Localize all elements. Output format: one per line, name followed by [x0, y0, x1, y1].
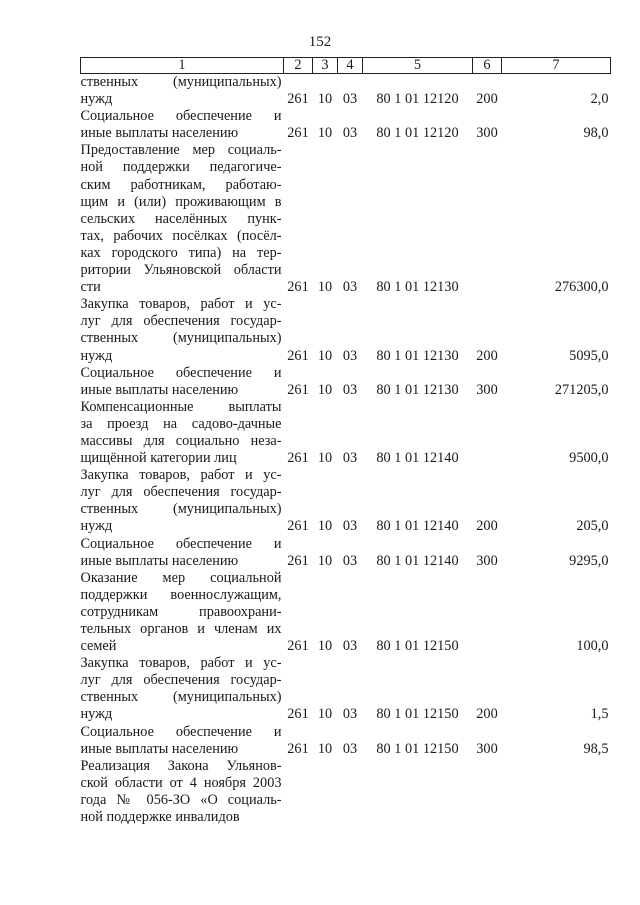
row-name-line: года № 056-ЗО «О социаль- [80, 791, 282, 808]
row-name-line: луг для обеспечения государ- [80, 672, 282, 689]
cell-target-item-code [363, 758, 473, 826]
cell-section-code: 10 [317, 638, 333, 655]
row-name-line: Социальное обеспечение и [80, 108, 282, 125]
row-name-line: семей [80, 638, 117, 655]
cell-amount: 98,5 [583, 740, 609, 757]
row-name [81, 296, 284, 364]
cell-expense-type-code: 300 [476, 125, 498, 142]
row-name-line: сти [80, 279, 101, 296]
table-row [81, 74, 611, 109]
cell-amount: 276300,0 [554, 279, 609, 296]
cell-ministry-code: 261 [287, 740, 309, 757]
table-row [81, 570, 611, 655]
cell-amount: 2,0 [590, 91, 609, 108]
row-name [81, 108, 284, 142]
row-name-line: Закупка товаров, работ и ус- [80, 467, 282, 484]
table-row [81, 108, 611, 142]
row-name-line: Реализация Закона Ульянов- [80, 757, 282, 774]
row-name [81, 74, 284, 109]
row-name-line: ной поддержки педагогиче- [80, 159, 282, 176]
row-name-line: ритории Ульяновской области [80, 262, 282, 279]
cell-ministry-code: 261 [287, 450, 309, 467]
cell-ministry-code [284, 758, 313, 826]
row-name [81, 536, 284, 570]
table-row [81, 536, 611, 570]
row-name-line: тельных органов и членам их [80, 621, 282, 637]
cell-expense-type-code [473, 399, 502, 467]
row-name-line: Социальное обеспечение и [80, 364, 282, 381]
row-name-line: ским работникам, работаю- [80, 176, 282, 193]
cell-section-code [313, 758, 338, 826]
cell-target-item-code: 80 1 01 12140 [376, 518, 459, 535]
cell-amount: 9500,0 [569, 450, 609, 467]
cell-target-item-code: 80 1 01 12150 [376, 740, 459, 757]
row-name-line: сельских населённых пунк- [80, 210, 282, 227]
row-name-line: ственных (муниципальных) [80, 330, 282, 347]
table-row [81, 296, 611, 364]
column-header-4: 4 [338, 58, 363, 74]
cell-section-code: 10 [317, 740, 333, 757]
row-name-line: Закупка товаров, работ и ус- [80, 655, 282, 672]
column-header-5: 5 [363, 58, 473, 74]
cell-amount [502, 758, 611, 826]
cell-expense-type-code: 200 [476, 91, 498, 108]
cell-expense-type-code [473, 142, 502, 296]
cell-ministry-code: 261 [287, 518, 309, 535]
cell-ministry-code: 261 [287, 552, 309, 569]
row-name-line: Компенсационные выплаты [80, 398, 282, 415]
row-name-line: нужд [80, 91, 113, 108]
cell-amount: 100,0 [576, 638, 609, 655]
cell-subsection-code: 03 [342, 638, 358, 655]
page-number: 152 [308, 34, 332, 50]
cell-target-item-code: 80 1 01 12140 [376, 552, 459, 569]
row-name-line: нужд [80, 706, 113, 723]
row-name-line: ках городского типа) на тер- [80, 244, 282, 261]
cell-amount: 98,0 [583, 125, 609, 142]
cell-target-item-code: 80 1 01 12130 [376, 347, 459, 364]
cell-target-item-code: 80 1 01 12130 [376, 279, 459, 296]
row-name-line: сотрудникам правоохрани- [80, 603, 282, 620]
column-header-2: 2 [284, 58, 313, 74]
cell-section-code: 10 [317, 518, 333, 535]
column-header-3: 3 [313, 58, 338, 74]
cell-section-code: 10 [317, 450, 333, 467]
cell-target-item-code: 80 1 01 12150 [376, 638, 459, 655]
table-row [81, 758, 611, 826]
row-name-line: луг для обеспечения государ- [80, 313, 282, 330]
cell-subsection-code: 03 [342, 125, 358, 142]
cell-subsection-code: 03 [342, 552, 358, 569]
cell-ministry-code: 261 [287, 381, 309, 398]
column-header-7: 7 [502, 58, 611, 74]
row-name-line: иные выплаты населению [80, 740, 239, 757]
row-name-line: щим и (или) проживающим в [80, 193, 282, 210]
table-row [81, 724, 611, 758]
cell-amount: 1,5 [590, 706, 609, 723]
row-name [81, 724, 284, 758]
cell-section-code: 10 [317, 552, 333, 569]
row-name [81, 570, 284, 655]
cell-amount: 271205,0 [554, 381, 609, 398]
cell-subsection-code: 03 [342, 740, 358, 757]
row-name [81, 655, 284, 723]
cell-target-item-code: 80 1 01 12120 [376, 125, 459, 142]
cell-subsection-code: 03 [342, 279, 358, 296]
row-name-line: массивы для социально неза- [80, 432, 282, 449]
cell-subsection-code: 03 [342, 91, 358, 108]
cell-subsection-code: 03 [342, 706, 358, 723]
cell-expense-type-code [473, 758, 502, 826]
row-name-line: Предоставление мер социаль- [80, 142, 282, 159]
cell-subsection-code: 03 [342, 381, 358, 398]
cell-section-code: 10 [317, 347, 333, 364]
row-name-line: Социальное обеспечение и [80, 723, 282, 740]
cell-subsection-code: 03 [342, 347, 358, 364]
cell-section-code: 10 [317, 91, 333, 108]
column-header-6: 6 [473, 58, 502, 74]
cell-section-code: 10 [317, 125, 333, 142]
cell-expense-type-code: 200 [476, 347, 498, 364]
cell-section-code: 10 [317, 279, 333, 296]
row-name [81, 758, 284, 826]
cell-target-item-code: 80 1 01 12150 [376, 706, 459, 723]
row-name [81, 365, 284, 399]
row-name-line: нужд [80, 347, 113, 364]
row-name-line: иные выплаты населению [80, 552, 239, 569]
row-name-line: иные выплаты населению [80, 125, 239, 142]
column-header-1: 1 [81, 58, 284, 74]
row-name-line: иные выплаты населению [80, 381, 239, 398]
cell-ministry-code: 261 [287, 706, 309, 723]
row-name-line: ственных (муниципальных) [80, 689, 282, 706]
cell-ministry-code: 261 [287, 125, 309, 142]
table-row [81, 467, 611, 535]
cell-subsection-code: 03 [342, 518, 358, 535]
cell-section-code: 10 [317, 381, 333, 398]
cell-expense-type-code: 200 [476, 706, 498, 723]
row-name-line: ской области от 4 ноября 2003 [80, 774, 282, 791]
row-name [81, 467, 284, 535]
row-name-line: тах, рабочих посёлках (посёл- [80, 227, 282, 244]
table-row [81, 142, 611, 296]
row-name-line: Закупка товаров, работ и ус- [80, 296, 282, 313]
cell-amount: 9295,0 [569, 552, 609, 569]
row-name [81, 399, 284, 467]
cell-target-item-code: 80 1 01 12120 [376, 91, 459, 108]
budget-table [80, 57, 611, 826]
header-row [81, 58, 611, 74]
table-row [81, 399, 611, 467]
row-name-line: Социальное обеспечение и [80, 535, 282, 552]
cell-ministry-code: 261 [287, 91, 309, 108]
row-name-line: ственных (муниципальных) [80, 501, 282, 518]
row-name-line: за проезд на садово-дачные [80, 415, 282, 432]
table-row [81, 655, 611, 723]
row-name-line: ной поддержке инвалидов [80, 809, 240, 826]
cell-expense-type-code: 300 [476, 740, 498, 757]
cell-expense-type-code: 200 [476, 518, 498, 535]
cell-ministry-code: 261 [287, 279, 309, 296]
row-name-line: щищённой категории лиц [80, 450, 237, 467]
table-row [81, 365, 611, 399]
row-name-line: Оказание мер социальной [80, 569, 282, 586]
cell-target-item-code: 80 1 01 12140 [376, 450, 459, 467]
row-name-line: луг для обеспечения государ- [80, 484, 282, 501]
cell-expense-type-code [473, 570, 502, 655]
cell-ministry-code: 261 [287, 638, 309, 655]
cell-target-item-code: 80 1 01 12130 [376, 381, 459, 398]
cell-amount: 5095,0 [569, 347, 609, 364]
row-name-line: ственных (муниципальных) [80, 74, 282, 90]
cell-section-code: 10 [317, 706, 333, 723]
cell-expense-type-code: 300 [476, 381, 498, 398]
cell-expense-type-code: 300 [476, 552, 498, 569]
row-name-line: нужд [80, 518, 113, 535]
cell-subsection-code: 03 [342, 450, 358, 467]
table-body [81, 74, 611, 827]
row-name-line: поддержки военнослужащим, [80, 586, 282, 603]
cell-amount: 205,0 [576, 518, 609, 535]
cell-subsection-code [338, 758, 363, 826]
cell-ministry-code: 261 [287, 347, 309, 364]
row-name [81, 142, 284, 296]
table-header [81, 58, 611, 74]
